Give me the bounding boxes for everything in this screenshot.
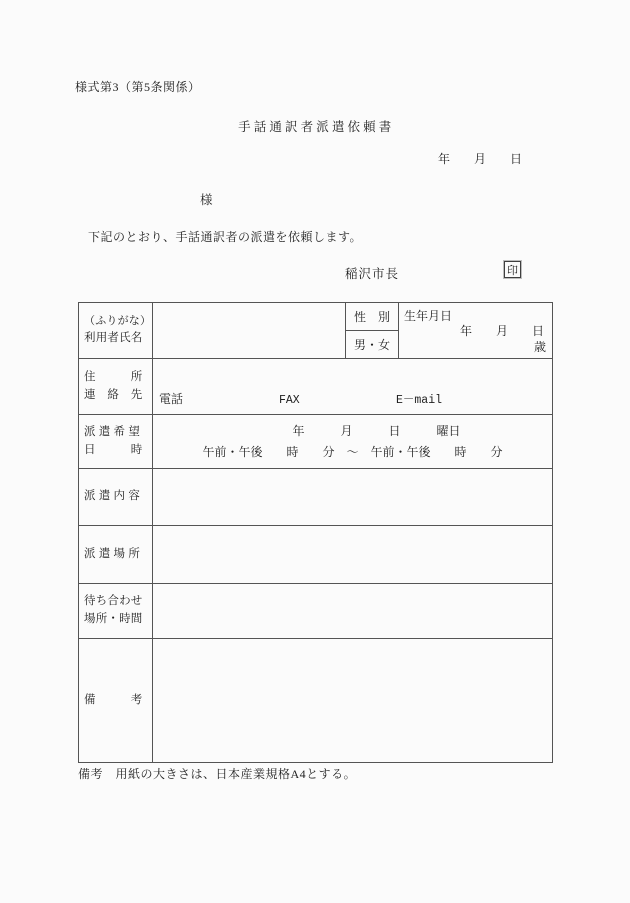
datetime-date-placeholder: 年 月 日 曜日 [292,423,461,438]
email-label: E－mail [396,394,443,407]
table-row-user [79,303,553,359]
table-row-remarks [79,639,553,763]
user-name-label: 利用者氏名 [84,332,143,345]
meeting-value-cell [153,584,553,639]
tel-label: 電話 [159,392,184,406]
meeting-label-cell [79,584,153,639]
sender-name: 稲沢市長 [345,267,400,281]
addressee-suffix: 様 [200,193,213,207]
contact-value-cell [153,359,553,415]
gender-options: 男・女 [353,337,390,352]
meeting-label-line2: 場所・時間 [84,613,143,625]
datetime-value-cell [153,415,553,469]
fax-label: FAX [279,394,300,407]
age-suffix: 歳 [533,340,546,354]
place-value-cell [153,526,553,584]
request-sentence: 下記のとおり、手話通訳者の派遣を依頼します。 [88,230,363,244]
datetime-label-line2: 日 時 [84,443,143,456]
request-form-table [78,302,553,763]
birthdate-label: 生年月日 [404,309,453,323]
address-label-line2: 連 絡 先 [84,388,143,401]
content-label: 派 遣 内 容 [84,490,141,503]
date-placeholder-line: 年 月 日 [438,152,523,166]
birthdate-placeholder: 年 月 日 [459,324,544,338]
form-number: 様式第3（第5条関係） [75,80,201,94]
user-name-label-cell [79,303,153,359]
remarks-value-cell [153,639,553,763]
birthdate-cell [399,303,553,359]
birthdate-cell-inner [399,303,552,358]
place-label: 派 遣 場 所 [84,547,141,560]
footer-note: 備考 用紙の大きさは、日本産業規格A4とする。 [78,767,357,781]
contact-cell-inner [153,359,552,414]
remarks-label-cell [79,639,153,763]
table-row-contact [79,359,553,415]
page-title: 手 話 通 訳 者 派 遣 依 頼 書 [238,120,392,134]
address-label-cell [79,359,153,415]
meeting-label-line1: 待ち合わせ [84,595,143,608]
seal-mark: 印 [507,264,518,277]
table-row-meeting [79,584,553,639]
table-row-datetime [79,415,553,469]
remarks-label: 備 考 [84,693,143,706]
table-row-place [79,526,553,584]
datetime-label-cell [79,415,153,469]
place-label-cell [79,526,153,584]
datetime-time-placeholder: 午前・午後 時 分 ～ 午前・午後 時 分 [202,444,503,459]
address-label-line1: 住 所 [84,370,143,383]
table-row-content [79,469,553,526]
furigana-label: （ふりがな） [84,315,152,328]
user-name-value-cell [153,303,346,359]
gender-cell [346,303,399,359]
content-label-cell [79,469,153,526]
content-value-cell [153,469,553,526]
datetime-label-line1: 派 遣 希 望 [84,425,141,438]
seal-box [504,261,521,278]
gender-header: 性 別 [346,304,398,331]
